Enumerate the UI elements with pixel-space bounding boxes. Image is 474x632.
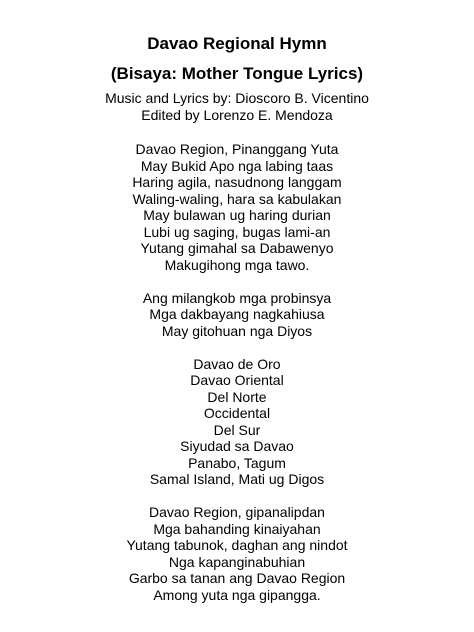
lyric-line: Davao Region, gipanalipdan — [149, 504, 325, 520]
lyric-line: Del Norte — [207, 388, 267, 405]
document-title: Davao Regional Hymn — [147, 34, 327, 53]
lyric-line: Panabo, Tagum — [188, 454, 286, 471]
credits — [0, 90, 474, 123]
credit-music-lyrics: Music and Lyrics by: Dioscoro B. Vicentino — [105, 90, 369, 106]
stanza-3 — [0, 356, 474, 488]
lyric-line: Mga bahanding kinaiyahan — [153, 520, 321, 537]
lyric-line: Davao de Oro — [193, 355, 281, 372]
credit-edited-by: Edited by Lorenzo E. Mendoza — [141, 106, 333, 123]
lyric-line: Mga dakbayang nagkahiusa — [149, 306, 325, 322]
lyric-line: Yutang tabunok, daghan ang nindot — [126, 537, 348, 553]
lyric-line: Occidental — [203, 405, 271, 421]
lyric-line: Makugihong mga tawo. — [164, 256, 310, 273]
lyrics-body — [0, 141, 474, 603]
lyric-line: Garbo sa tanan ang Davao Region — [128, 570, 346, 586]
lyric-line: Waling-waling, hara sa kabulakan — [132, 190, 342, 207]
lyric-line: Among yuta nga gipangga. — [153, 586, 321, 603]
lyric-line: May Bukid Apo nga labing taas — [140, 157, 334, 174]
lyric-line: Samal Island, Mati ug Digos — [149, 471, 325, 487]
lyric-line: Del Sur — [213, 421, 261, 438]
lyric-line: Yutang gimahal sa Dabawenyo — [140, 240, 334, 256]
lyric-line: Haring agila, nasudnong langgam — [132, 174, 342, 190]
lyric-line: Davao Region, Pinanggang Yuta — [135, 141, 339, 157]
lyric-line: Davao Oriental — [190, 372, 284, 388]
lyric-line: Lubi ug saging, bugas lami-an — [143, 223, 331, 240]
lyric-line: May bulawan ug haring durian — [143, 207, 331, 223]
lyric-line: Ang milangkob mga probinsya — [142, 289, 332, 306]
stanza-1 — [0, 141, 474, 273]
lyric-line: Siyudad sa Davao — [180, 438, 294, 454]
lyric-line: Nga kapanginabuhian — [168, 553, 306, 570]
document-subtitle: (Bisaya: Mother Tongue Lyrics) — [110, 64, 364, 83]
lyric-line: May gitohuan nga Diyos — [161, 322, 313, 339]
stanza-4 — [0, 504, 474, 603]
stanza-2 — [0, 290, 474, 340]
